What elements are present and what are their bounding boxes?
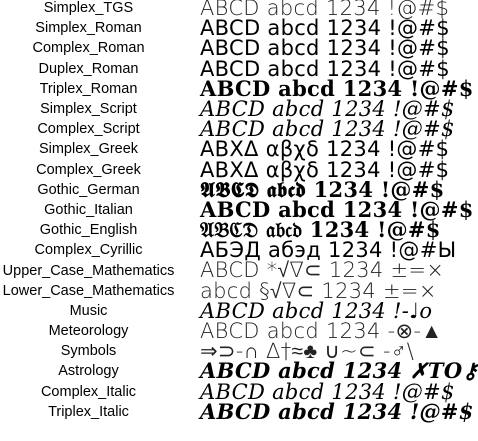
font-name: Complex_Greek	[36, 161, 141, 178]
font-row	[0, 137, 450, 162]
font-sample: ΑΒΧΔ αβχδ 1234 !@#$	[200, 157, 450, 182]
font-sample: ΑΒΧΔ αβχδ 1234 !@#$	[200, 137, 450, 162]
font-name: Astrology	[58, 363, 119, 380]
font-row	[0, 36, 450, 61]
font-row	[0, 117, 455, 142]
font-name: Complex_Cyrillic	[34, 242, 143, 259]
font-name: Simplex_Script	[40, 101, 137, 118]
font-name: Gothic_German	[37, 181, 140, 198]
font-sample: ABCD abcd 1234 !@#$	[200, 56, 450, 81]
font-sample: abcd §√∇⊂ 1234 ±=×	[200, 278, 437, 303]
font-sample: ABCD abcd 1234 ✗TO⚷	[200, 358, 478, 384]
font-row	[0, 217, 441, 243]
font-row	[0, 258, 445, 283]
font-name: Meteorology	[48, 323, 129, 340]
font-row	[0, 278, 437, 303]
font-row	[0, 238, 457, 263]
font-sample: ABCD abcd 1234 !@#$	[200, 379, 455, 404]
font-name: Triplex_Italic	[48, 403, 129, 420]
font-name: Complex_Roman	[32, 40, 145, 57]
font-name: Simplex_Roman	[35, 20, 142, 37]
font-name: Upper_Case_Mathematics	[2, 262, 175, 279]
font-sample: 𝔄𝔅ℭ𝔇 𝔞𝔟𝔠𝔡 1234 !@#$	[200, 217, 441, 243]
font-row	[0, 398, 474, 424]
font-sample: ABCD abcd 1234 !@#$	[200, 398, 474, 424]
font-name: Complex_Script	[37, 121, 140, 138]
font-sample: ABCD abcd 1234 !@#$	[200, 36, 450, 61]
font-row	[0, 75, 474, 101]
font-name: Simplex_TGS	[43, 0, 134, 17]
font-sample: ABCD abcd 1234 !@#$	[200, 196, 474, 222]
font-name: Gothic_Italian	[44, 201, 133, 218]
font-row	[0, 298, 433, 323]
font-sample: ⇒⊃-∩ ∆†≈♣ ∪~⊂ -♂\	[200, 339, 415, 364]
font-sample: ABCD abcd 1234 !-♩o	[200, 298, 433, 323]
font-name: Duplex_Roman	[38, 60, 139, 77]
font-sample: ABCD *√∇⊂ 1234 ±=×	[200, 258, 445, 283]
font-sample: ABCD abcd 1234 !@#$	[200, 16, 450, 41]
font-name: Music	[69, 302, 108, 319]
font-sample: ABCD abcd 1234 !@#$	[200, 96, 455, 121]
font-name: Simplex_Greek	[38, 141, 139, 158]
font-sample: АБЭД абэд 1234 !@#Ы	[200, 238, 457, 263]
font-name: Lower_Case_Mathematics	[2, 282, 175, 299]
font-sample: ABCD abcd 1234 !@#$	[200, 117, 455, 142]
font-name: Complex_Italic	[40, 383, 137, 400]
font-row	[0, 319, 443, 343]
font-name: Gothic_English	[39, 222, 138, 239]
font-sample: ABCD abcd 1234 -⊗-▲	[200, 319, 443, 343]
font-name: Triplex_Roman	[39, 80, 138, 97]
font-row	[0, 96, 455, 121]
font-name: Symbols	[60, 343, 117, 360]
font-sample: ABCD abcd 1234 !@#$	[200, 0, 450, 20]
font-sample: 𝕬𝕭𝕮𝕯 𝖆𝖇𝖈𝖉 1234 !@#$	[200, 176, 445, 202]
font-row	[0, 16, 450, 41]
font-row	[0, 358, 478, 384]
font-sample: ABCD abcd 1234 !@#$	[200, 75, 474, 101]
